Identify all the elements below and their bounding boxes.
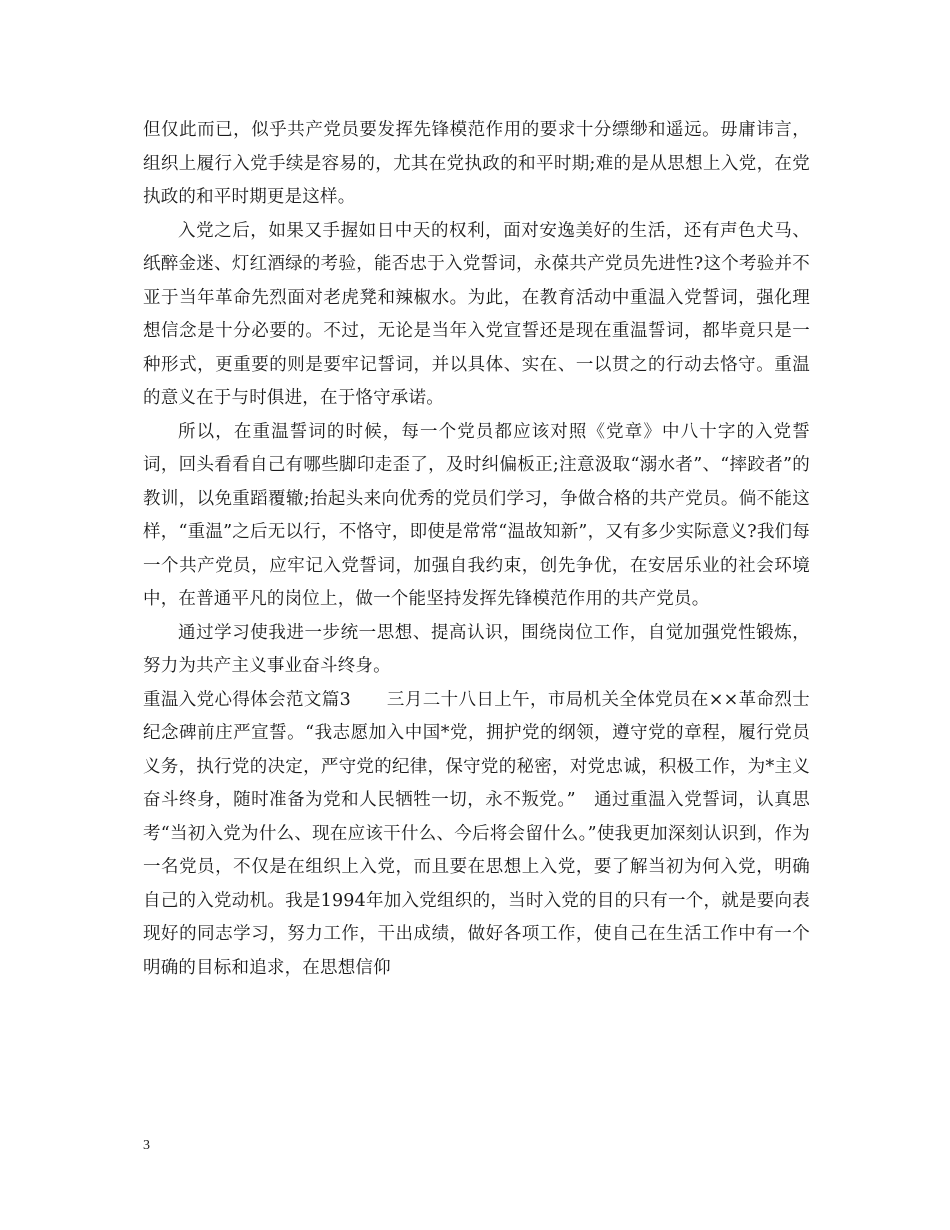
paragraph-3: 所以，在重温誓词的时候，每一个党员都应该对照《党章》中八十字的入党誓词，回头看看自己有哪些脚印走歪了，及时纠偏板正;注意汲取“溺水者”、“摔跤者”的教训，以免重蹈覆辙;抬起头来向优秀的党员们学习，争做合格的共产党员。倘不能这样，“重温”之后无以行，不恪守，即使是常常“温故知新”，又有多少实际意义?我们每一个共产党员，应牢记入党誓词，加强自我约束，创先争优，在安居乐业的社会环境中，在普通平凡的岗位上，做一个能坚持发挥先锋模范作用的共产党员。 (143, 421, 810, 609)
paragraph-5: 重温入党心得体会范文篇3 三月二十八日上午，市局机关全体党员在××革命烈士纪念碑前庄严宣誓。“我志愿加入中国*党，拥护党的纲领，遵守党的章程，履行党员义务，执行党的决定，严守党的纪律，保守党的秘密，对党忠诚，积极工作，为*主义奋斗终身，随时准备为党和人民牺牲一切，永不叛党。” 通过重温入党誓词，认真思考“当初入党为什么、现在应该干什么、今后将会留什么。”使我更加深刻认识到，作为一名党员，不仅是在组织上入党，而且要在思想上入党，要了解当初为何入党，明确自己的入党动机。我是1994年加入党组织的，当时入党的目的只有一个，就是要向表现好的同志学习，努力工作，干出成绩，做好各项工作，使自己在生活工作中有一个明确的目标和追求，在思想信仰 (143, 689, 810, 978)
paragraph-4: 通过学习使我进一步统一思想、提高认识，围绕岗位工作，自觉加强党性锻炼，努力为共产主义事业奋斗终身。 (143, 622, 810, 676)
paragraph-2: 入党之后，如果又手握如日中天的权利，面对安逸美好的生活，还有声色犬马、纸醉金迷、灯红酒绿的考验，能否忠于入党誓词，永葆共产党员先进性?这个考验并不亚于当年革命先烈面对老虎凳和辣椒水。为此，在教育活动中重温入党誓词，强化理想信念是十分必要的。不过，无论是当年入党宣誓还是现在重温誓词，都毕竟只是一种形式，更重要的则是要牢记誓词，并以具体、实在、一以贯之的行动去恪守。重温的意义在于与时俱进，在于恪守承诺。 (143, 220, 810, 408)
page-number: 3 (143, 1138, 150, 1153)
paragraph-1: 但仅此而已，似乎共产党员要发挥先锋模范作用的要求十分缥缈和遥远。毋庸讳言，组织上履行入党手续是容易的，尤其在党执政的和平时期;难的是从思想上入党，在党执政的和平时期更是这样。 (143, 120, 810, 207)
document-body (143, 114, 810, 985)
